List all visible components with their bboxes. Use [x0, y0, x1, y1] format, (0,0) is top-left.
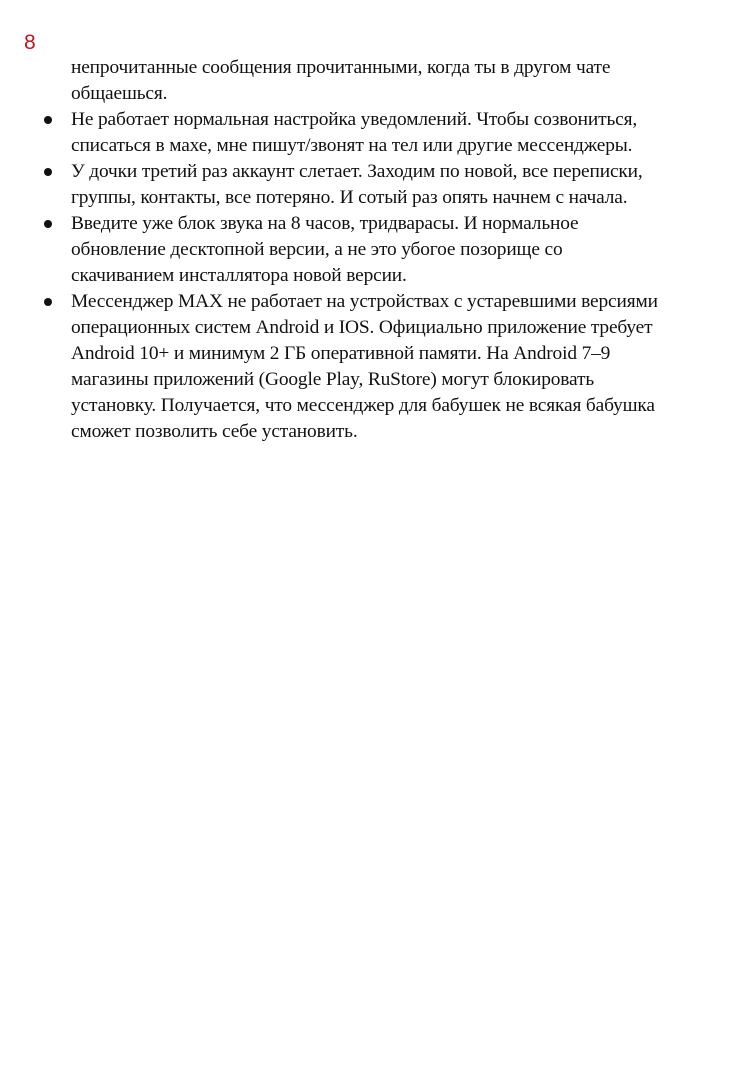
- continuation-line: непрочитанные сообщения прочитанными, когда ты в другом чате: [71, 57, 611, 78]
- list-item-line: Не работает нормальная настройка уведомлений. Чтобы созвониться,: [71, 109, 638, 130]
- continuation-line: общаешься.: [71, 83, 168, 104]
- list-item-line: Введите уже блок звука на 8 часов, тридварасы. И нормальное: [71, 213, 579, 234]
- bullet-dot-icon: [44, 298, 52, 306]
- bullet-dot-icon: [44, 116, 52, 124]
- list-item-line: установку. Получается, что мессенджер для бабушек не всякая бабушка: [71, 395, 655, 416]
- bullet-dot-icon: [44, 168, 52, 176]
- list-item-line: списаться в махе, мне пишут/звонят на тел или другие мессенджеры.: [71, 135, 633, 156]
- list-item-line: обновление десктопной версии, а не это убогое позорище со: [71, 239, 563, 260]
- list-item-line: сможет позволить себе установить.: [71, 421, 358, 442]
- list-item-line: Android 10+ и минимум 2 ГБ оперативной памяти. На Android 7–9: [71, 343, 611, 364]
- list-item-line: магазины приложений (Google Play, RuStore) могут блокировать: [71, 369, 595, 390]
- list-item-line: У дочки третий раз аккаунт слетает. Заходим по новой, все переписки,: [71, 161, 643, 182]
- list-item-line: Мессенджер MAX не работает на устройствах с устаревшими версиями: [71, 291, 658, 312]
- page-number: 8: [24, 31, 36, 54]
- list-item-line: операционных систем Android и IOS. Официально приложение требует: [71, 317, 653, 338]
- list-item-line: группы, контакты, все потеряно. И сотый раз опять начнем с начала.: [71, 187, 628, 208]
- bullet-dot-icon: [44, 220, 52, 228]
- list-item-line: скачиванием инсталлятора новой версии.: [71, 265, 407, 286]
